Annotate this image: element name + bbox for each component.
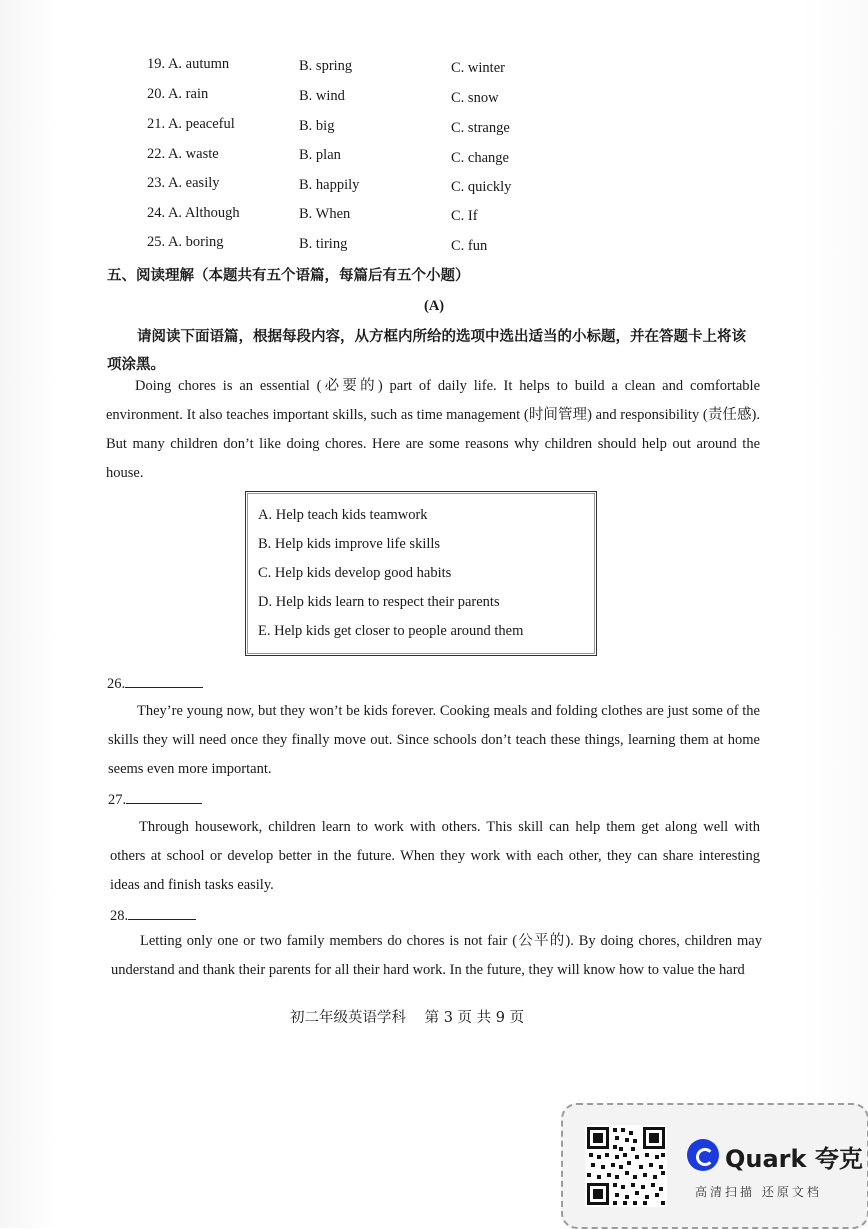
- option-b: B. When: [299, 206, 351, 222]
- quark-watermark[interactable]: [561, 1103, 868, 1229]
- cloze-row: [147, 56, 229, 73]
- question-number: [110, 905, 196, 925]
- cloze-row: [147, 175, 220, 192]
- question-number: [108, 789, 202, 809]
- option-c: C. quickly: [451, 179, 512, 195]
- answer-blank[interactable]: [128, 905, 196, 920]
- option-c: C. snow: [451, 90, 499, 106]
- quark-logo-icon: [687, 1139, 719, 1171]
- option-b: B. spring: [299, 58, 353, 74]
- answer-blank[interactable]: [125, 673, 203, 688]
- option-c: C. strange: [451, 120, 510, 136]
- option-c: C. change: [451, 150, 509, 166]
- option-b: B. tiring: [299, 236, 348, 252]
- question-number: [107, 673, 203, 693]
- cloze-num: 25.: [147, 234, 166, 250]
- option-c: C. If: [451, 208, 478, 224]
- option-item: E. Help kids get closer to people around them: [258, 623, 524, 639]
- option-a: A. autumn: [167, 56, 230, 72]
- option-b: B. big: [299, 118, 335, 134]
- question-paragraph: They’re young now, but they won’t be kids forever. Cooking meals and folding clothes are just some of the skills they will need once they finally move out. Since schools don’t teach these things, learning them at home seems even more important.: [108, 703, 760, 777]
- option-a: A. Although: [167, 205, 240, 221]
- option-a: A. peaceful: [167, 116, 235, 132]
- option-item: C. Help kids develop good habits: [258, 565, 452, 581]
- footer-page: 第 3 页 共 9 页: [424, 1010, 525, 1026]
- intro-paragraph: Doing chores is an essential (必要的) part of daily life. It helps to build a clean and comfortable environment. It also teaches important skills, such as time management (时间管理) and responsibility (责任感). But many children don’t like doing chores. Here are some reasons why children should help out around the house.: [106, 378, 760, 481]
- option-c: C. winter: [451, 60, 505, 76]
- option-c: C. fun: [451, 238, 488, 254]
- qr-code-icon: [585, 1125, 667, 1207]
- footer-subject: 初二年级英语学科: [290, 1010, 406, 1026]
- option-a: A. easily: [167, 175, 220, 191]
- option-item: B. Help kids improve life skills: [258, 536, 441, 552]
- quark-slogan: 高清扫描 还原文档: [695, 1185, 822, 1199]
- section-title: 五、阅读理解（本题共有五个语篇，每篇后有五个小题）: [107, 268, 470, 284]
- question-num-text: 28.: [110, 908, 129, 924]
- cloze-row: [147, 205, 240, 222]
- cloze-num: 20.: [147, 86, 166, 102]
- answer-blank[interactable]: [126, 789, 202, 804]
- cloze-num: 22.: [147, 146, 166, 162]
- instruction-line1: 请阅读下面语篇，根据每段内容，从方框内所给的选项中选出适当的小标题，并在答题卡上将该: [137, 329, 746, 345]
- option-b: B. happily: [299, 177, 360, 193]
- cloze-num: 21.: [147, 116, 166, 132]
- cloze-row: [147, 234, 224, 251]
- option-item: A. Help teach kids teamwork: [258, 507, 428, 523]
- option-b: B. plan: [299, 147, 341, 163]
- option-item: D. Help kids learn to respect their parents: [258, 594, 500, 610]
- question-paragraph: Through housework, children learn to work with others. This skill can help them get along well with others at school or develop better in the future. When they work with each other, they can share interesting ideas and finish tasks easily.: [110, 819, 760, 893]
- question-num-text: 27.: [108, 792, 127, 808]
- page-footer: [290, 1006, 538, 1027]
- cloze-row: [147, 116, 235, 133]
- passage-label: (A): [424, 298, 445, 314]
- cloze-row: [147, 146, 219, 163]
- instruction-line2: 项涂黑。: [107, 357, 165, 373]
- quark-brand: Quark 夸克: [725, 1145, 863, 1173]
- cloze-num: 19.: [147, 56, 166, 72]
- option-b: B. wind: [299, 88, 345, 104]
- cloze-num: 24.: [147, 205, 166, 221]
- question-paragraph: Letting only one or two family members do chores is not fair (公平的). By doing chores, children may understand and thank their parents for all their hard work. In the future, they will know how to value the hard: [111, 933, 762, 978]
- question-num-text: 26.: [107, 676, 126, 692]
- option-a: A. rain: [167, 86, 209, 102]
- option-a: A. waste: [167, 146, 219, 162]
- cloze-num: 23.: [147, 175, 166, 191]
- cloze-row: [147, 86, 208, 103]
- options-box: [245, 491, 597, 656]
- option-a: A. boring: [167, 234, 224, 250]
